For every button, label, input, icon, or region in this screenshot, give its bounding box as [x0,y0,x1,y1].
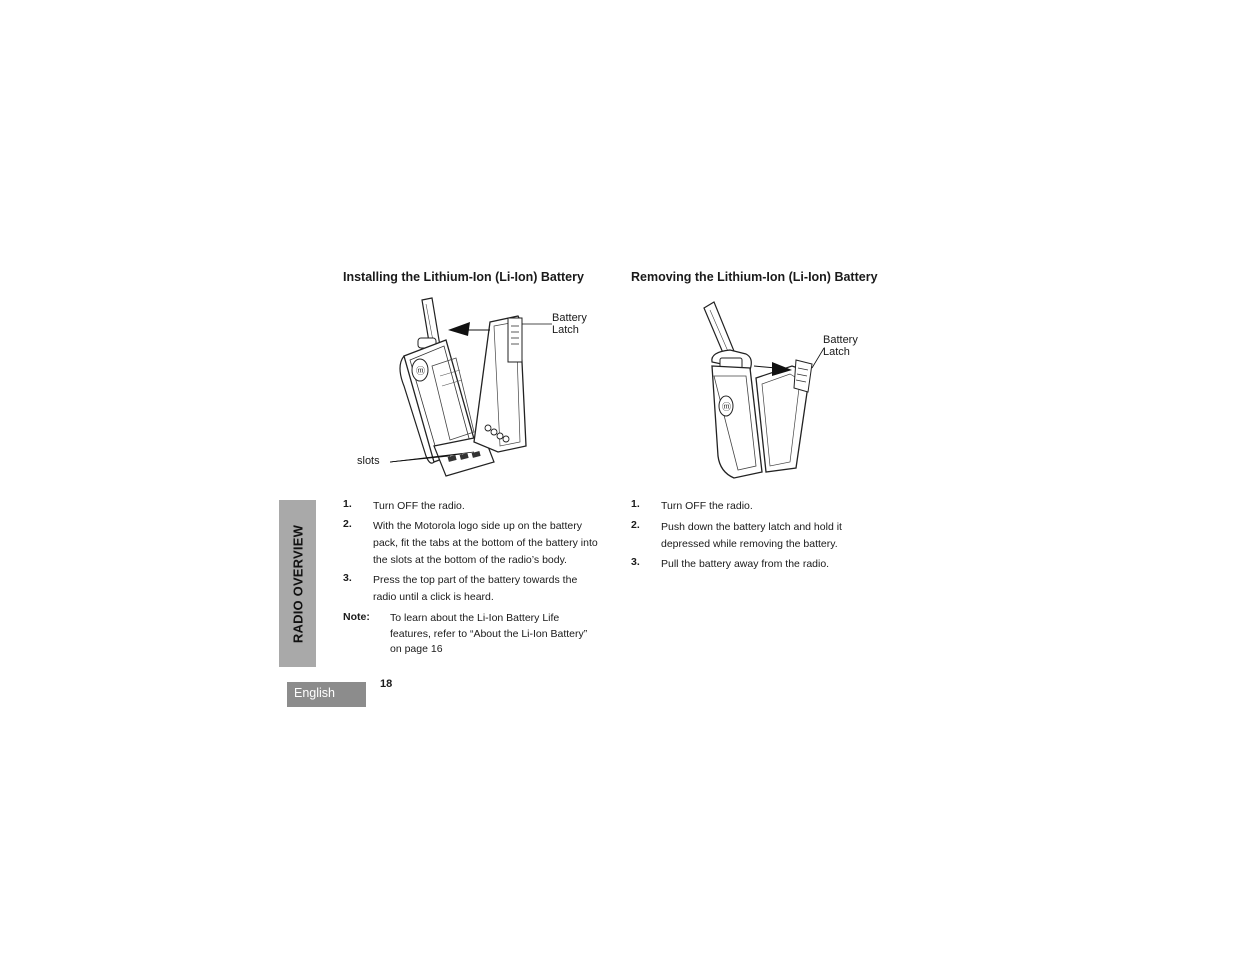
install-latch-callout-line1: Battery [552,312,587,324]
remove-latch-callout [823,334,858,358]
step-number: 2. [631,519,640,531]
step-text: Press the top part of the battery towards the radio until a click is heard. [373,574,578,603]
language-tab [287,682,366,707]
section-sidebar-label: RADIO OVERVIEW [290,524,305,643]
list-item [343,572,601,606]
step-number: 3. [343,572,352,584]
list-item [631,498,863,515]
remove-latch-callout-line1: Battery [823,334,858,346]
remove-battery-illustration [700,296,830,481]
step-text: Push down the battery latch and hold it depressed while removing the battery. [661,521,842,550]
step-text: Pull the battery away from the radio. [661,558,830,570]
page-number: 18 [380,678,393,690]
install-latch-callout-line2: Latch [552,324,579,336]
step-text: With the Motorola logo side up on the battery pack, fit the tabs at the bottom of the battery into the slots at the bottom of the radio’s body. [373,520,598,566]
svg-text:ⓜ: ⓜ [416,366,426,376]
remove-latch-callout-line2: Latch [823,346,850,358]
install-latch-callout [552,312,587,336]
remove-heading: Removing the Lithium-Ion (Li-Ion) Battery [631,270,878,284]
install-battery-illustration [390,296,570,486]
list-item [343,498,601,515]
install-heading: Installing the Lithium-Ion (Li-Ion) Battery [343,270,584,284]
list-item [631,556,863,573]
install-slots-callout: slots [357,455,380,467]
step-text: Turn OFF the radio. [661,500,753,512]
install-steps-list [343,498,601,606]
step-text: Turn OFF the radio. [373,500,465,512]
list-item [343,518,601,569]
language-label: English [294,686,335,700]
section-sidebar-tab [279,500,316,667]
step-number: 1. [343,498,352,510]
note-text: To learn about the Li-Ion Battery Life features, refer to “About the Li-Ion Battery” on page 16 [390,612,588,655]
note-label: Note: [343,611,370,623]
step-number: 2. [343,518,352,530]
step-number: 1. [631,498,640,510]
remove-steps-list [631,498,863,573]
svg-text:ⓜ: ⓜ [722,402,732,412]
step-number: 3. [631,556,640,568]
list-item [631,519,863,553]
install-note [343,611,601,658]
